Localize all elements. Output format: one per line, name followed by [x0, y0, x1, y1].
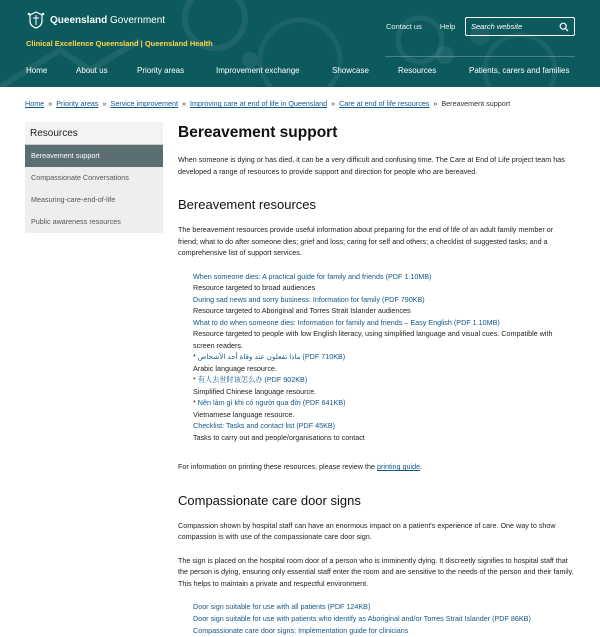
nav-item-patients-carers-families[interactable]: Patients, carers and families: [469, 66, 570, 75]
door-sign-link[interactable]: Door sign suitable for use with patients who identify as Aboriginal and/or Torres Strait Islander (PDF 86KB): [193, 614, 531, 623]
breadcrumb-separator: »: [331, 99, 336, 108]
section-heading-door-signs: Compassionate care door signs: [178, 492, 361, 508]
resource-link[interactable]: What to do when someone dies: Information for family and friends – Easy English (PDF 1.10MB): [193, 317, 500, 327]
sidebar-item-public-awareness[interactable]: Public awareness resources: [31, 217, 121, 226]
resource-link[interactable]: During sad news and sorry business: Information for family (PDF 790KB): [193, 294, 425, 304]
resource-description: Resource targeted to Aboriginal and Torres Strait Islander audiences: [193, 306, 411, 315]
breadcrumb-home[interactable]: Home: [25, 99, 45, 108]
main-navigation: [0, 62, 600, 82]
section-heading-bereavement-resources: Bereavement resources: [178, 197, 317, 212]
list-item: * 有人去世时该怎么办 (PDF 902KB) Simplified Chinese language resource.: [193, 374, 575, 397]
logo-text: Queensland Government: [50, 14, 166, 26]
door-sign-list: [193, 601, 575, 637]
resource-description: Arabic language resource.: [193, 363, 277, 373]
nav-item-showcase[interactable]: Showcase: [332, 66, 369, 75]
breadcrumb-improving-care[interactable]: Improving care at end of life in Queensland: [190, 99, 328, 108]
nav-item-about-us[interactable]: About us: [76, 66, 108, 75]
printing-note: For information on printing these resources, please review the printing guide.: [178, 462, 423, 471]
resource-link[interactable]: 有人去世时该怎么办 (PDF 902KB): [197, 375, 308, 384]
qld-government-logo[interactable]: [26, 10, 165, 30]
page-title: Bereavement support: [178, 124, 338, 141]
sidebar-item-bereavement-support[interactable]: Bereavement support: [25, 145, 163, 167]
intro-paragraph: When someone is dying or has died, it can be a very difficult and confusing time. The Care at End of Life project team has developed a range of resources to provide support and direction for people who are bereaved.: [178, 155, 565, 176]
list-item: * ماذا تفعلون عند وفاة أحد الأشخاص (PDF 710KB) Arabic language resource.: [193, 351, 575, 374]
bereavement-resources-text: The bereavement resources provide useful information about preparing for the end of life of an adult family member or friend; what to do after someone dies; grief and loss; caring for self and others; a checklist of suggested tasks; and a comprehensive list of support services.: [178, 225, 554, 257]
resource-link[interactable]: Nên làm gì khi có người qua đời (PDF 641KB): [197, 398, 346, 407]
resource-list: [193, 271, 575, 444]
sidebar-item-measuring-care[interactable]: Measuring-care-end-of-life: [31, 195, 116, 204]
list-item: [193, 601, 575, 613]
printing-guide-link[interactable]: printing guide: [376, 462, 421, 471]
main-content: [178, 124, 575, 637]
resource-description: Vietnamese language resource.: [193, 409, 295, 419]
breadcrumb-current: Bereavement support: [441, 99, 511, 108]
breadcrumb-separator: »: [182, 99, 187, 108]
nav-item-home[interactable]: Home: [26, 66, 48, 75]
door-sign-link[interactable]: Compassionate care door signs: Implementation guide for clinicians: [193, 626, 409, 635]
door-signs-text-1: Compassion shown by hospital staff can have an enormous impact on a patient's experience of care. One way to show compassion is with use of the compassionate care door sign.: [178, 520, 556, 541]
help-link[interactable]: Help: [439, 22, 456, 31]
list-item: [193, 294, 575, 317]
list-item: [193, 625, 575, 637]
resource-link[interactable]: ماذا تفعلون عند وفاة أحد الأشخاص (PDF 710KB): [197, 352, 346, 361]
search-icon: [559, 22, 569, 32]
site-header: [0, 0, 600, 87]
breadcrumb: [25, 99, 510, 108]
door-sign-link[interactable]: Door sign suitable for use with all patients (PDF 124KB): [193, 602, 371, 611]
door-signs-text-2: The sign is placed on the hospital room door of a person who is imminently dying. It discreetly signifies to hospital staff that the person is dying, ensuring only essential staff enter the room and are sensitive to the needs of the person and their family. This helps to maintain a private and respectful environment.: [178, 555, 574, 588]
resource-description: Resource targeted to broad audiences: [193, 283, 316, 292]
site-title[interactable]: Clinical Excellence Queensland | Queensland Health: [26, 39, 213, 48]
contact-us-link[interactable]: Contact us: [386, 22, 422, 31]
breadcrumb-separator: »: [102, 99, 107, 108]
list-item: [193, 271, 575, 294]
sidebar-item-compassionate-conversations[interactable]: Compassionate Conversations: [31, 173, 129, 182]
nav-item-priority-areas[interactable]: Priority areas: [137, 66, 185, 75]
search-input[interactable]: [466, 22, 556, 31]
list-item: [193, 317, 575, 352]
resource-link[interactable]: When someone dies: A practical guide for family and friends (PDF 1.10MB): [193, 271, 432, 281]
breadcrumb-care-resources[interactable]: Care at end of life resources: [339, 99, 430, 108]
list-item: * Nên làm gì khi có người qua đời (PDF 641KB) Vietnamese language resource.: [193, 397, 575, 420]
nav-item-resources[interactable]: Resources: [398, 66, 437, 75]
resource-description: Simplified Chinese language resource.: [193, 386, 317, 396]
crest-icon: [26, 10, 46, 30]
list-item: [193, 613, 575, 625]
sidebar: [25, 122, 163, 233]
resource-description: Tasks to carry out and people/organisations to contact: [193, 432, 365, 442]
list-item: [193, 420, 575, 443]
nav-item-improvement-exchange[interactable]: Improvement exchange: [216, 66, 300, 75]
breadcrumb-priority-areas[interactable]: Priority areas: [56, 99, 99, 108]
search-button[interactable]: [556, 18, 572, 35]
breadcrumb-service-improvement[interactable]: Service improvement: [110, 99, 179, 108]
sidebar-heading: Resources: [25, 122, 163, 145]
resource-link[interactable]: Checklist: Tasks and contact list (PDF 45KB): [193, 421, 336, 430]
utility-links: [386, 22, 455, 31]
resource-description: Resource targeted to people with low English literacy, using simplified language and visual cues. Compatible with screen readers.: [193, 329, 553, 350]
breadcrumb-separator: »: [433, 99, 438, 108]
search-box: [465, 17, 575, 36]
breadcrumb-separator: »: [48, 99, 53, 108]
header-divider: [385, 56, 575, 57]
